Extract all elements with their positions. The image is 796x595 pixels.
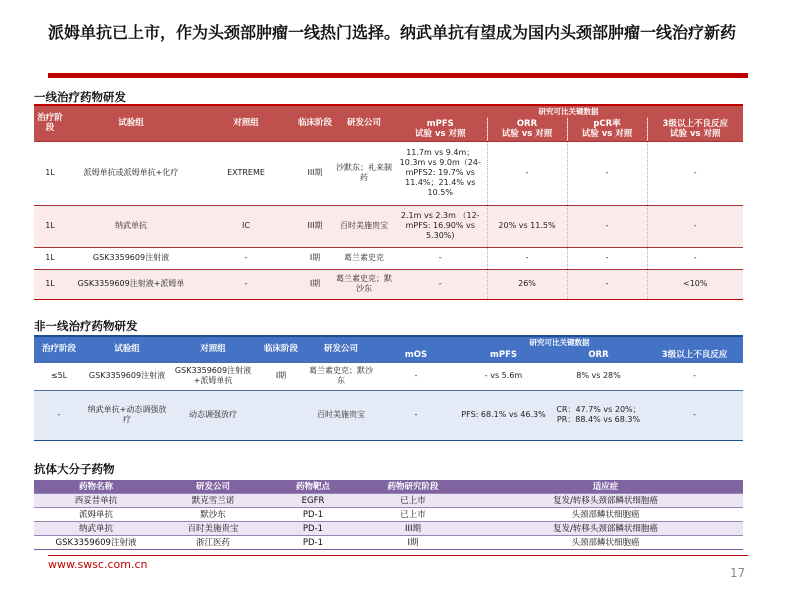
section-title-non-first-line: 非一线治疗药物研发	[34, 319, 138, 333]
col-header-trial: 试验组	[84, 336, 170, 362]
cell-company: 百时美施贵宝	[334, 205, 394, 247]
cell-clinical: I期	[296, 269, 334, 299]
cell-control: -	[196, 247, 296, 269]
cell-ae: -	[646, 362, 743, 390]
col-header-stage: 药物研究阶段	[358, 480, 468, 494]
title-divider	[48, 73, 748, 78]
col-header-company: 研发公司	[306, 336, 376, 362]
cell-pcr: -	[567, 247, 647, 269]
col-header-mpfs: mPFS	[456, 348, 551, 362]
cell-stage: 1L	[34, 205, 66, 247]
col-header-orr: ORR	[551, 348, 646, 362]
cell-company: 默沙东	[158, 508, 268, 522]
cell-mpfs: -	[394, 247, 487, 269]
non-first-line-table	[34, 335, 743, 441]
page-number: 17	[730, 566, 746, 580]
col-header-orr: ORR 试验 vs 对照	[487, 117, 567, 141]
table-row	[34, 522, 743, 536]
col-header-ae: 3级以上不良反应 试验 vs 对照	[647, 117, 743, 141]
col-header-target: 药物靶点	[268, 480, 358, 494]
cell-mpfs: 11.7m vs 9.4m；10.3m vs 9.0m（24-mPFS2: 19.7% vs 11.4%；21.4% vs 10.5%	[394, 141, 487, 205]
cell-orr: -	[487, 141, 567, 205]
table-row	[34, 390, 743, 440]
table-row	[34, 247, 743, 269]
cell-orr: 8% vs 28%	[551, 362, 646, 390]
table-row	[34, 508, 743, 522]
cell-drug-name: 西妥昔单抗	[34, 494, 158, 508]
cell-trial: GSK3359609注射液	[66, 247, 196, 269]
cell-drug-name: 纳武单抗	[34, 522, 158, 536]
cell-company: 葛兰素史克；默沙东	[306, 362, 376, 390]
table-row	[34, 362, 743, 390]
cell-mpfs: - vs 5.6m	[456, 362, 551, 390]
cell-indication: 头颈部鳞状细胞癌	[468, 536, 743, 550]
cell-trial: 纳武单抗+动态调强放疗	[84, 390, 170, 440]
cell-company: 葛兰素史克；默沙东	[334, 269, 394, 299]
cell-company: 沙默东；礼来制药	[334, 141, 394, 205]
page-title: 派姆单抗已上市，作为头颈部肿瘤一线热门选择。纳武单抗有望成为国内头颈部肿瘤一线治疗新药	[48, 23, 737, 42]
cell-mos: -	[376, 362, 456, 390]
cell-control: EXTREME	[196, 141, 296, 205]
cell-indication: 头颈部鳞状细胞癌	[468, 508, 743, 522]
cell-drug-name: GSK3359609注射液	[34, 536, 158, 550]
col-header-stage: 治疗阶段	[34, 105, 66, 141]
footer-url: www.swsc.com.cn	[48, 558, 148, 571]
col-header-pcr: pCR率 试验 vs 对照	[567, 117, 647, 141]
col-header-ae: 3级以上不良反应	[646, 348, 743, 362]
col-header-indication: 适应症	[468, 480, 743, 494]
cell-ae: -	[647, 247, 743, 269]
cell-target: PD-1	[268, 508, 358, 522]
first-line-table	[34, 104, 743, 300]
table-row	[34, 494, 743, 508]
section-title-antibody: 抗体大分子药物	[34, 462, 115, 476]
cell-indication: 复发/转移头颈部鳞状细胞癌	[468, 522, 743, 536]
cell-orr: CR：47.7% vs 20%； PR：88.4% vs 68.3%	[551, 390, 646, 440]
cell-target: PD-1	[268, 536, 358, 550]
cell-company: 葛兰素史克	[334, 247, 394, 269]
col-header-control: 对照组	[170, 336, 256, 362]
cell-company: 百时美施贵宝	[158, 522, 268, 536]
cell-company: 浙江医药	[158, 536, 268, 550]
cell-clinical	[256, 390, 306, 440]
cell-orr: 26%	[487, 269, 567, 299]
cell-clinical: I期	[256, 362, 306, 390]
cell-pcr: -	[567, 205, 647, 247]
cell-ae: <10%	[647, 269, 743, 299]
table-row	[34, 536, 743, 550]
cell-stage: -	[34, 390, 84, 440]
col-header-mpfs: mPFS 试验 vs 对照	[394, 117, 487, 141]
col-header-drug-name: 药物名称	[34, 480, 158, 494]
cell-clinical: I期	[296, 247, 334, 269]
cell-stage: I期	[358, 536, 468, 550]
cell-orr: 20% vs 11.5%	[487, 205, 567, 247]
table-row	[34, 141, 743, 205]
footer-divider	[48, 555, 748, 556]
table-row	[34, 269, 743, 299]
cell-clinical: III期	[296, 141, 334, 205]
col-header-control: 对照组	[196, 105, 296, 141]
cell-trial: 纳武单抗	[66, 205, 196, 247]
cell-stage: 已上市	[358, 508, 468, 522]
antibody-table	[34, 480, 743, 550]
cell-target: EGFR	[268, 494, 358, 508]
cell-mpfs: 2.1m vs 2.3m （12-mPFS: 16.90% vs 5.30%)	[394, 205, 487, 247]
cell-pcr: -	[567, 269, 647, 299]
cell-control: GSK3359609注射液+派姆单抗	[170, 362, 256, 390]
cell-mos: -	[376, 390, 456, 440]
cell-ae: -	[646, 390, 743, 440]
col-header-key-data: 研究可比关键数据	[394, 105, 743, 117]
cell-trial: 派姆单抗或派姆单抗+化疗	[66, 141, 196, 205]
cell-ae: -	[647, 205, 743, 247]
col-header-mos: mOS	[376, 348, 456, 362]
cell-stage: ≤5L	[34, 362, 84, 390]
cell-control: 动态调强放疗	[170, 390, 256, 440]
cell-trial: GSK3359609注射液+派姆单	[66, 269, 196, 299]
cell-clinical: III期	[296, 205, 334, 247]
col-header-stage: 治疗阶段	[34, 336, 84, 362]
section-title-first-line: 一线治疗药物研发	[34, 90, 126, 104]
col-header-trial: 试验组	[66, 105, 196, 141]
cell-pcr: -	[567, 141, 647, 205]
cell-control: -	[196, 269, 296, 299]
cell-mpfs: PFS: 68.1% vs 46.3%	[456, 390, 551, 440]
table-row	[34, 205, 743, 247]
cell-company: 默克雪兰诺	[158, 494, 268, 508]
cell-ae: -	[647, 141, 743, 205]
col-header-clinical: 临床阶段	[296, 105, 334, 141]
cell-mpfs: -	[394, 269, 487, 299]
cell-drug-name: 派姆单抗	[34, 508, 158, 522]
cell-stage: 1L	[34, 247, 66, 269]
col-header-key-data: 研究可比关键数据	[376, 336, 743, 348]
cell-orr: -	[487, 247, 567, 269]
cell-stage: 1L	[34, 141, 66, 205]
cell-stage: III期	[358, 522, 468, 536]
col-header-company: 研发公司	[334, 105, 394, 141]
cell-indication: 复发/转移头颈部鳞状细胞癌	[468, 494, 743, 508]
cell-stage: 1L	[34, 269, 66, 299]
col-header-clinical: 临床阶段	[256, 336, 306, 362]
cell-company: 百时美施贵宝	[306, 390, 376, 440]
col-header-company: 研发公司	[158, 480, 268, 494]
cell-stage: 已上市	[358, 494, 468, 508]
cell-target: PD-1	[268, 522, 358, 536]
cell-control: IC	[196, 205, 296, 247]
cell-trial: GSK3359609注射液	[84, 362, 170, 390]
